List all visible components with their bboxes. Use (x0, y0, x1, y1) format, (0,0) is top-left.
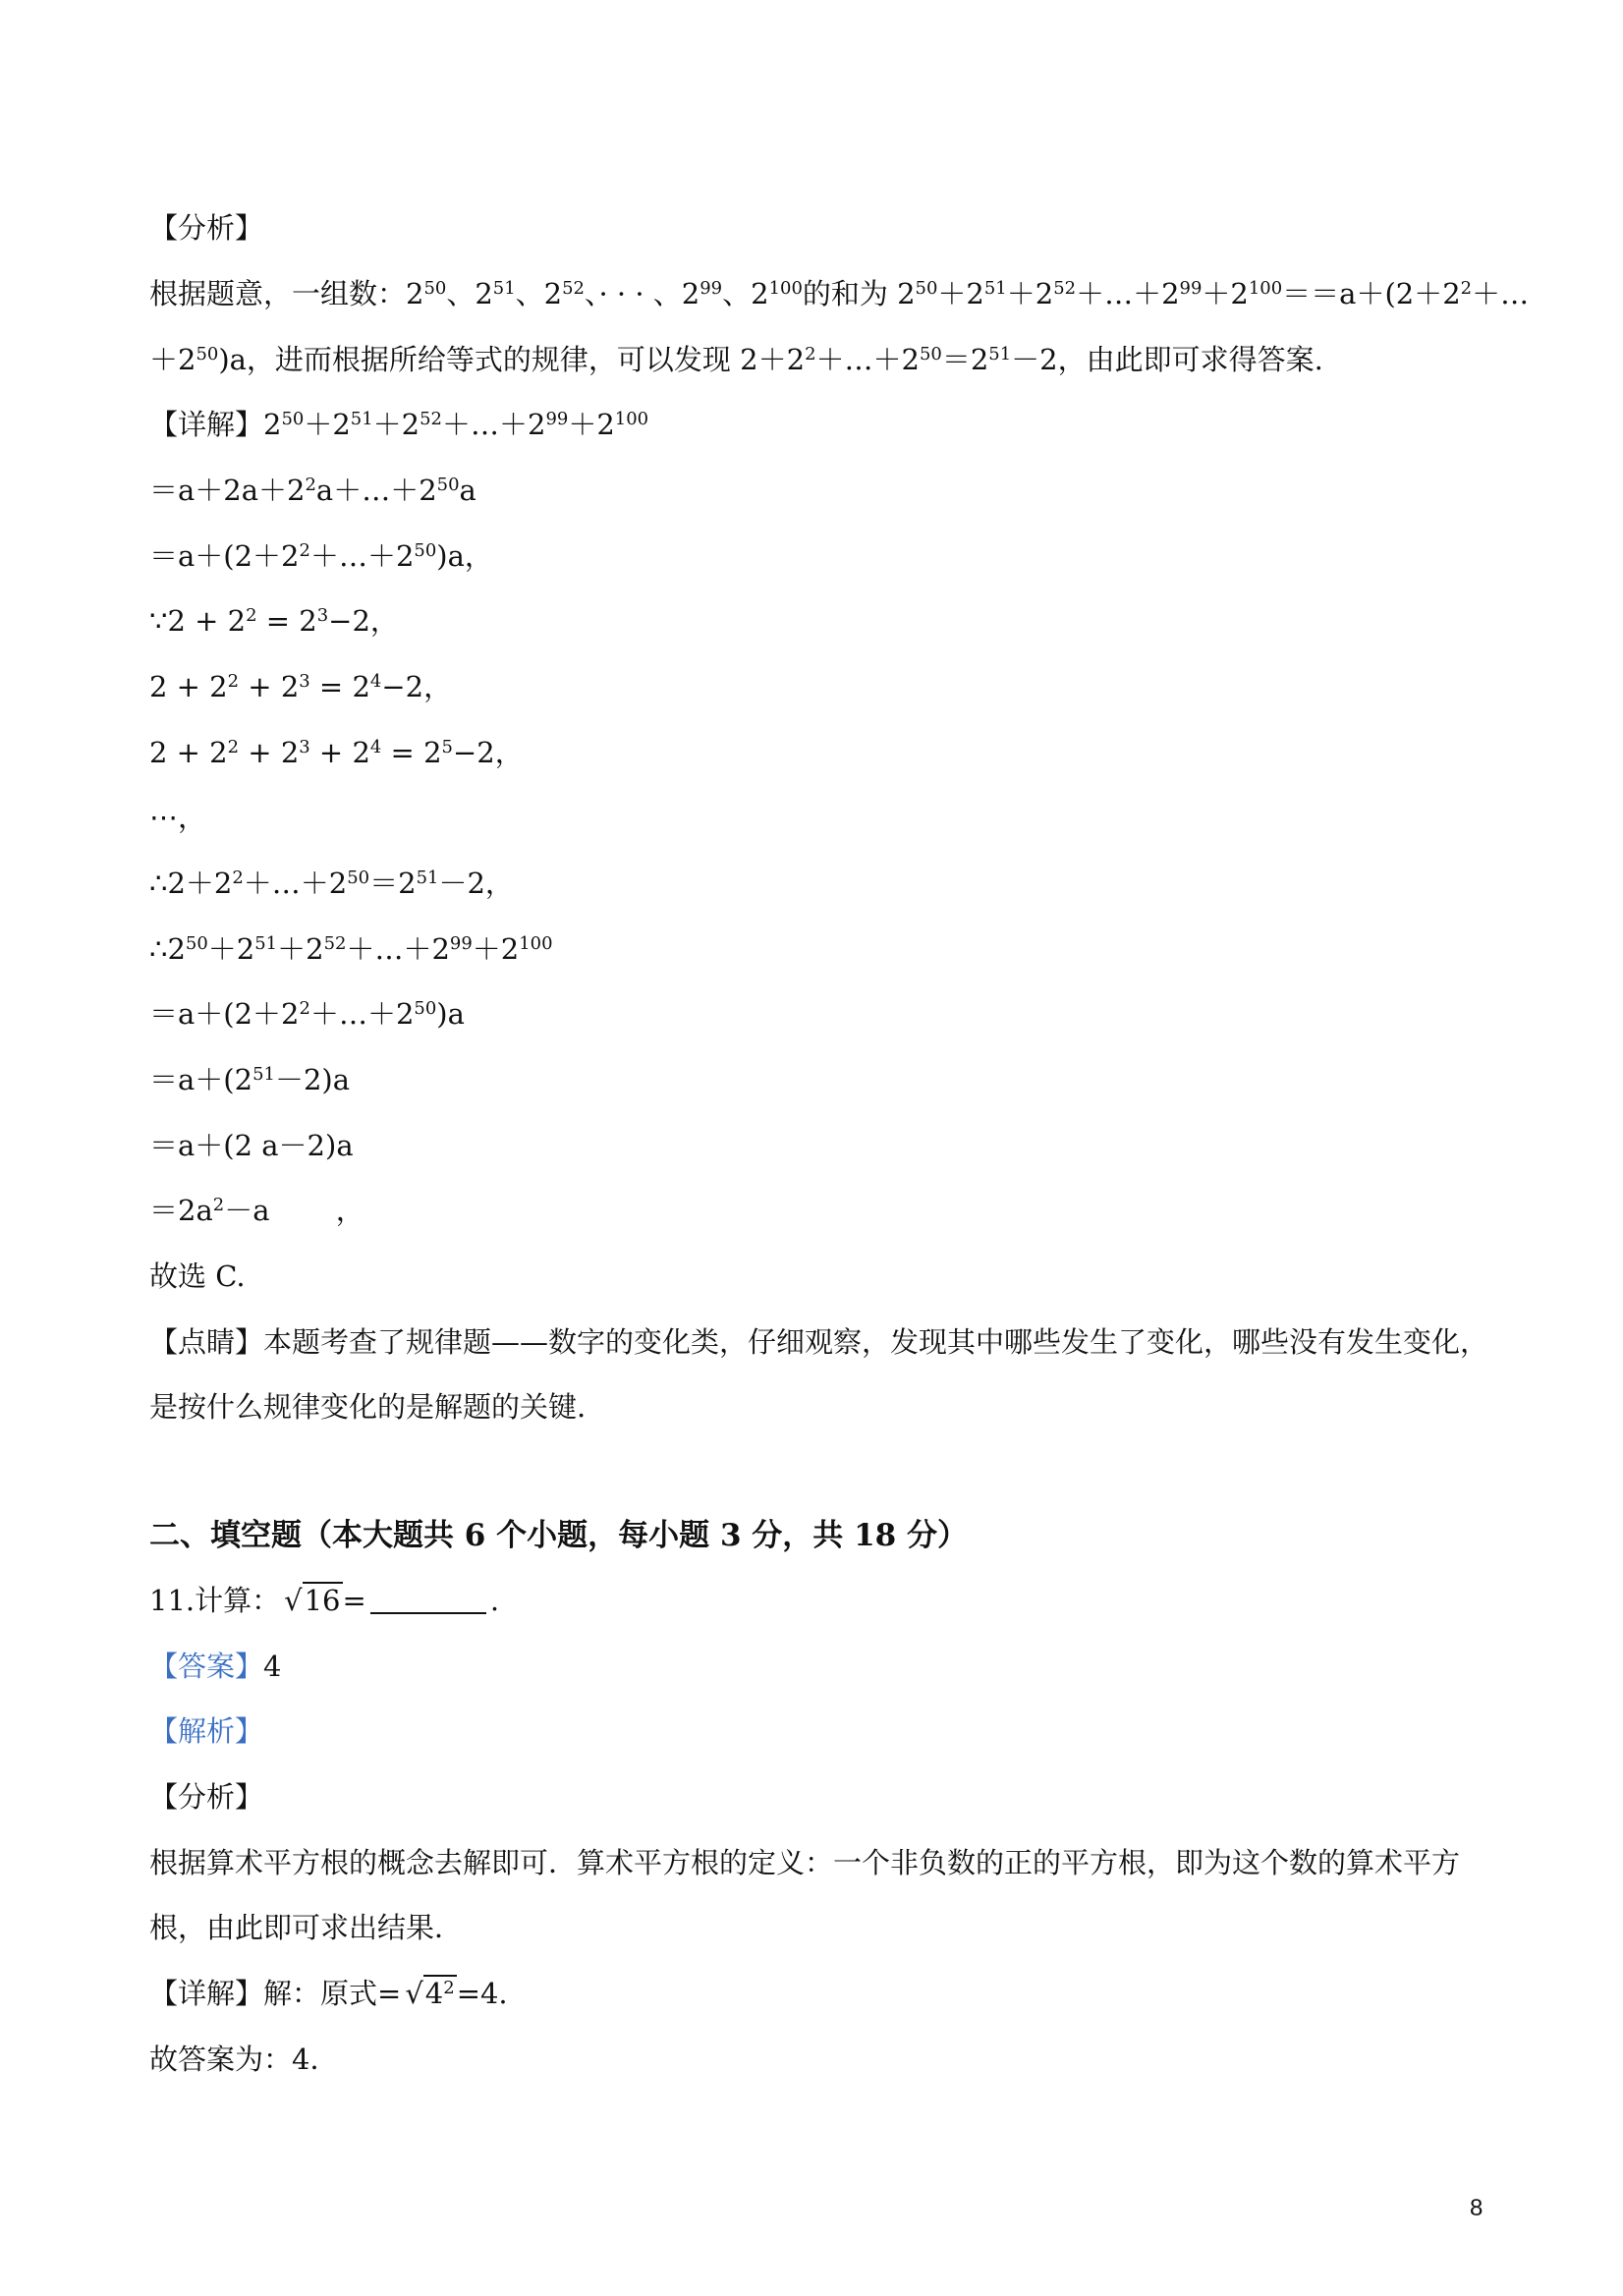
q11-detail: 【详解】解：原式= $√4^2=4$. (149, 1977, 508, 2010)
section-title: 二、填空题（本大题共 6 个小题，每小题 3 分，共 18 分） (149, 1518, 969, 1553)
analysis-heading: 【分析】 (149, 211, 264, 245)
detail-line-11: $=a+(2^{51}-2)a$ (149, 1063, 350, 1096)
detail-conclusion: 故选 C. (149, 1260, 246, 1293)
answer-blank (370, 1591, 486, 1614)
detail-line-5: $2 + 2^2 + 2^3 = 2^4-2$， (149, 670, 453, 703)
jiexi-label: 【解析】 (149, 1714, 264, 1748)
answer-row (149, 1652, 281, 1681)
page-number: 8 (1470, 2195, 1483, 2221)
detail-line-7: ⋯， (149, 801, 207, 834)
detail-line-12: ＝a＋(2 a－2)a (149, 1129, 354, 1162)
answer-label: 【答案】 (149, 1650, 264, 1683)
sqrt-expression: √16 (284, 1584, 341, 1617)
detail-line-3: $=a+(2+2^2+\dots+2^{50})a$， (149, 539, 493, 573)
comment-line-2: 是按什么规律变化的是解题的关键. (149, 1390, 587, 1424)
answer-value: 4 (263, 1650, 282, 1683)
q11-analysis-heading: 【分析】 (149, 1780, 264, 1814)
detail-line-8: $\therefore 2+2^2+\dots+2^{50}=2^{51}-2$， (149, 867, 514, 900)
detail-line-6: $2 + 2^2 + 2^3 + 2^4 = 2^5-2$， (149, 736, 524, 769)
detail-line-4: ∵2 + $2^2 = 2^3-2$， (149, 604, 399, 638)
q11-conclusion: 故答案为：4． (149, 2043, 339, 2076)
comment-line-1: 【点睛】本题考查了规律题——数字的变化类，仔细观察，发现其中哪些发生了变化，哪些没有发生变化， (149, 1325, 1489, 1359)
analysis-text-line-2: $+2^{50})a$，进而根据所给等式的规律，可以发现 $2+2^2+\dots+2^{50}=2^{51}-2$，由此即可求得答案. (149, 343, 1323, 376)
q11-analysis-line-1: 根据算术平方根的概念去解即可．算术平方根的定义：一个非负数的正的平方根，即为这个数的算术平方 (149, 1846, 1461, 1879)
analysis-text-line-1: 根据题意，一组数：$2^{50}$、$2^{51}$、$2^{52}$、· · · 、$2^{99}$、$2^{100}$的和为 $2^{50}+2^{51}+2^{52}+\dots+2^{99}+2^{100}==a+(2+2^2+\dots$ (149, 277, 1530, 310)
detail-line-10: $=a+(2+2^2+\dots+2^{50})a$ (149, 997, 465, 1031)
detail-line-1: 【详解】$2^{50}+2^{51}+2^{52}+\dots+2^{99}+2^{100}$ (149, 408, 649, 441)
detail-line-2: $=a+2a+2^2a+\dots+2^{50}a$ (149, 474, 476, 507)
q11-analysis-line-2: 根，由此即可求出结果． (149, 1911, 464, 1944)
sqrt-expression-detail: $√4^2$ (405, 1977, 455, 2010)
detail-line-13: $=2a^2-a$ ， (149, 1194, 364, 1227)
detail-line-9: $\therefore 2^{50}+2^{51}+2^{52}+\dots+2^{99}+2^{100}$ (149, 932, 553, 966)
question-11: 11.计算： √16= . (149, 1584, 500, 1617)
